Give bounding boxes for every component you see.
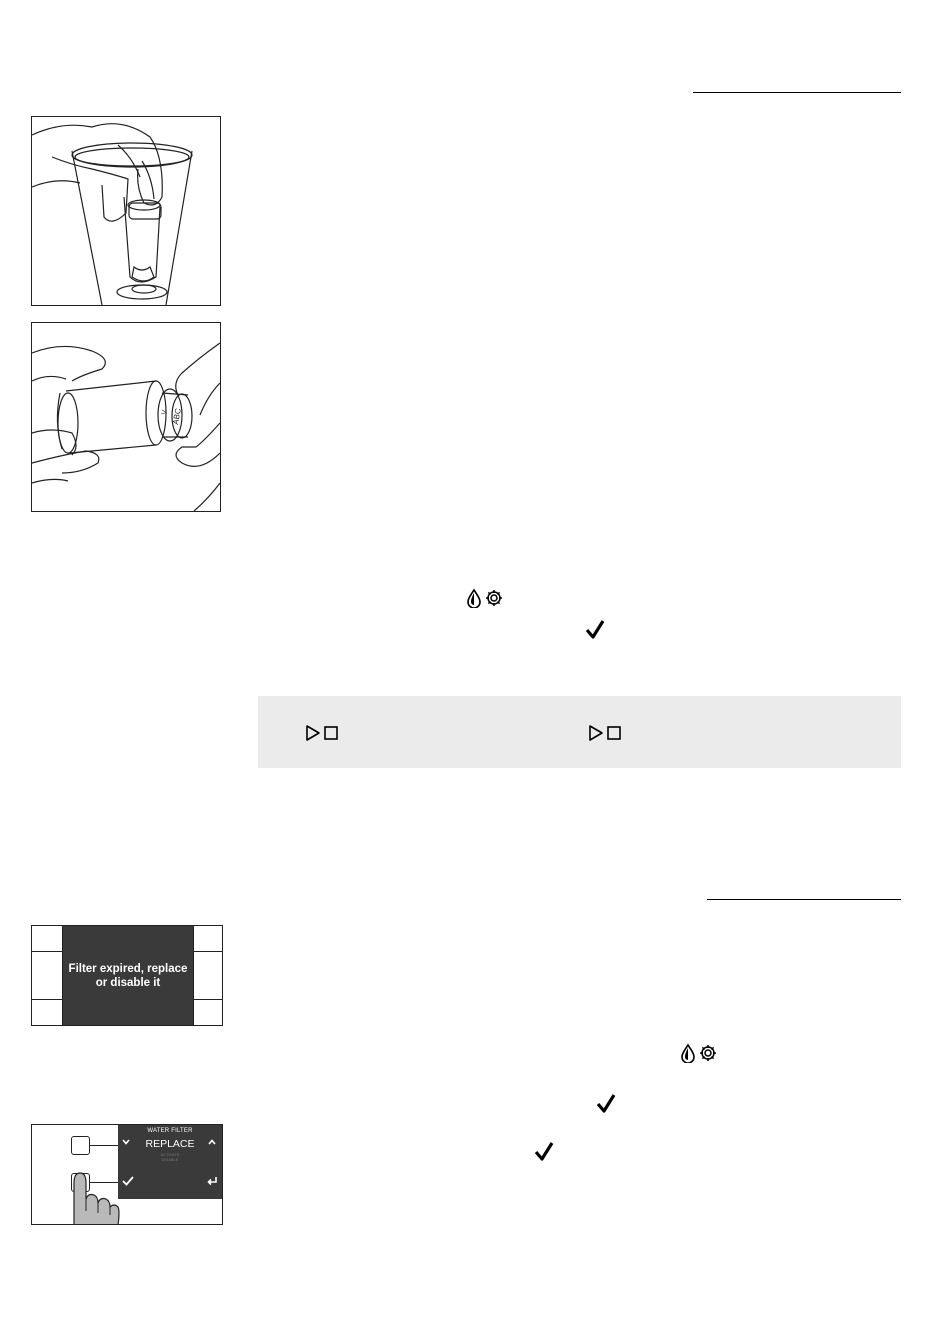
checkmark-icon [533,1140,555,1162]
filter-ring-illustration [32,323,220,511]
note-box [258,696,901,768]
control-panel-display [31,925,223,1026]
back-arrow-icon [206,1176,218,1186]
figure-set-filter-ring [31,322,221,512]
svg-text:ABC: ABC [171,407,183,426]
section-rule-top [693,92,901,93]
water-filter-option: DISABLE [161,1157,179,1162]
filter-expired-message-line2: or disable it [95,976,161,989]
panel-screen [63,926,193,1025]
panel-divider-right [193,926,194,1025]
panel-tick [193,999,223,1000]
start-stop-icon [588,724,624,742]
chevron-down-icon [122,1139,130,1145]
water-filter-header: WATER FILTER [147,1128,193,1134]
svg-text:V: V [161,409,169,416]
section-rule-middle [707,899,901,900]
finger-press-icon [62,1169,122,1225]
water-drop-gear-icon [466,588,506,608]
start-stop-icon [305,724,341,742]
panel-tick [32,999,62,1000]
water-filter-selected-option: REPLACE [145,1138,195,1150]
water-filter-panel [31,1124,223,1225]
figure-soak-filter [31,116,221,306]
filter-expired-message-line1: Filter expired, replace [68,962,188,975]
water-filter-option: ACTIVATE [160,1152,180,1157]
water-drop-gear-icon [680,1043,720,1063]
panel-tick [32,951,62,952]
checkmark-icon [595,1092,617,1114]
panel-tick [193,951,223,952]
button-leader-line [90,1145,118,1146]
panel-button-up[interactable] [71,1136,90,1155]
water-filter-screen [118,1125,222,1199]
chevron-up-icon [208,1139,216,1145]
checkmark-icon [122,1176,134,1186]
checkmark-icon [584,618,606,640]
soak-filter-illustration [32,117,220,305]
